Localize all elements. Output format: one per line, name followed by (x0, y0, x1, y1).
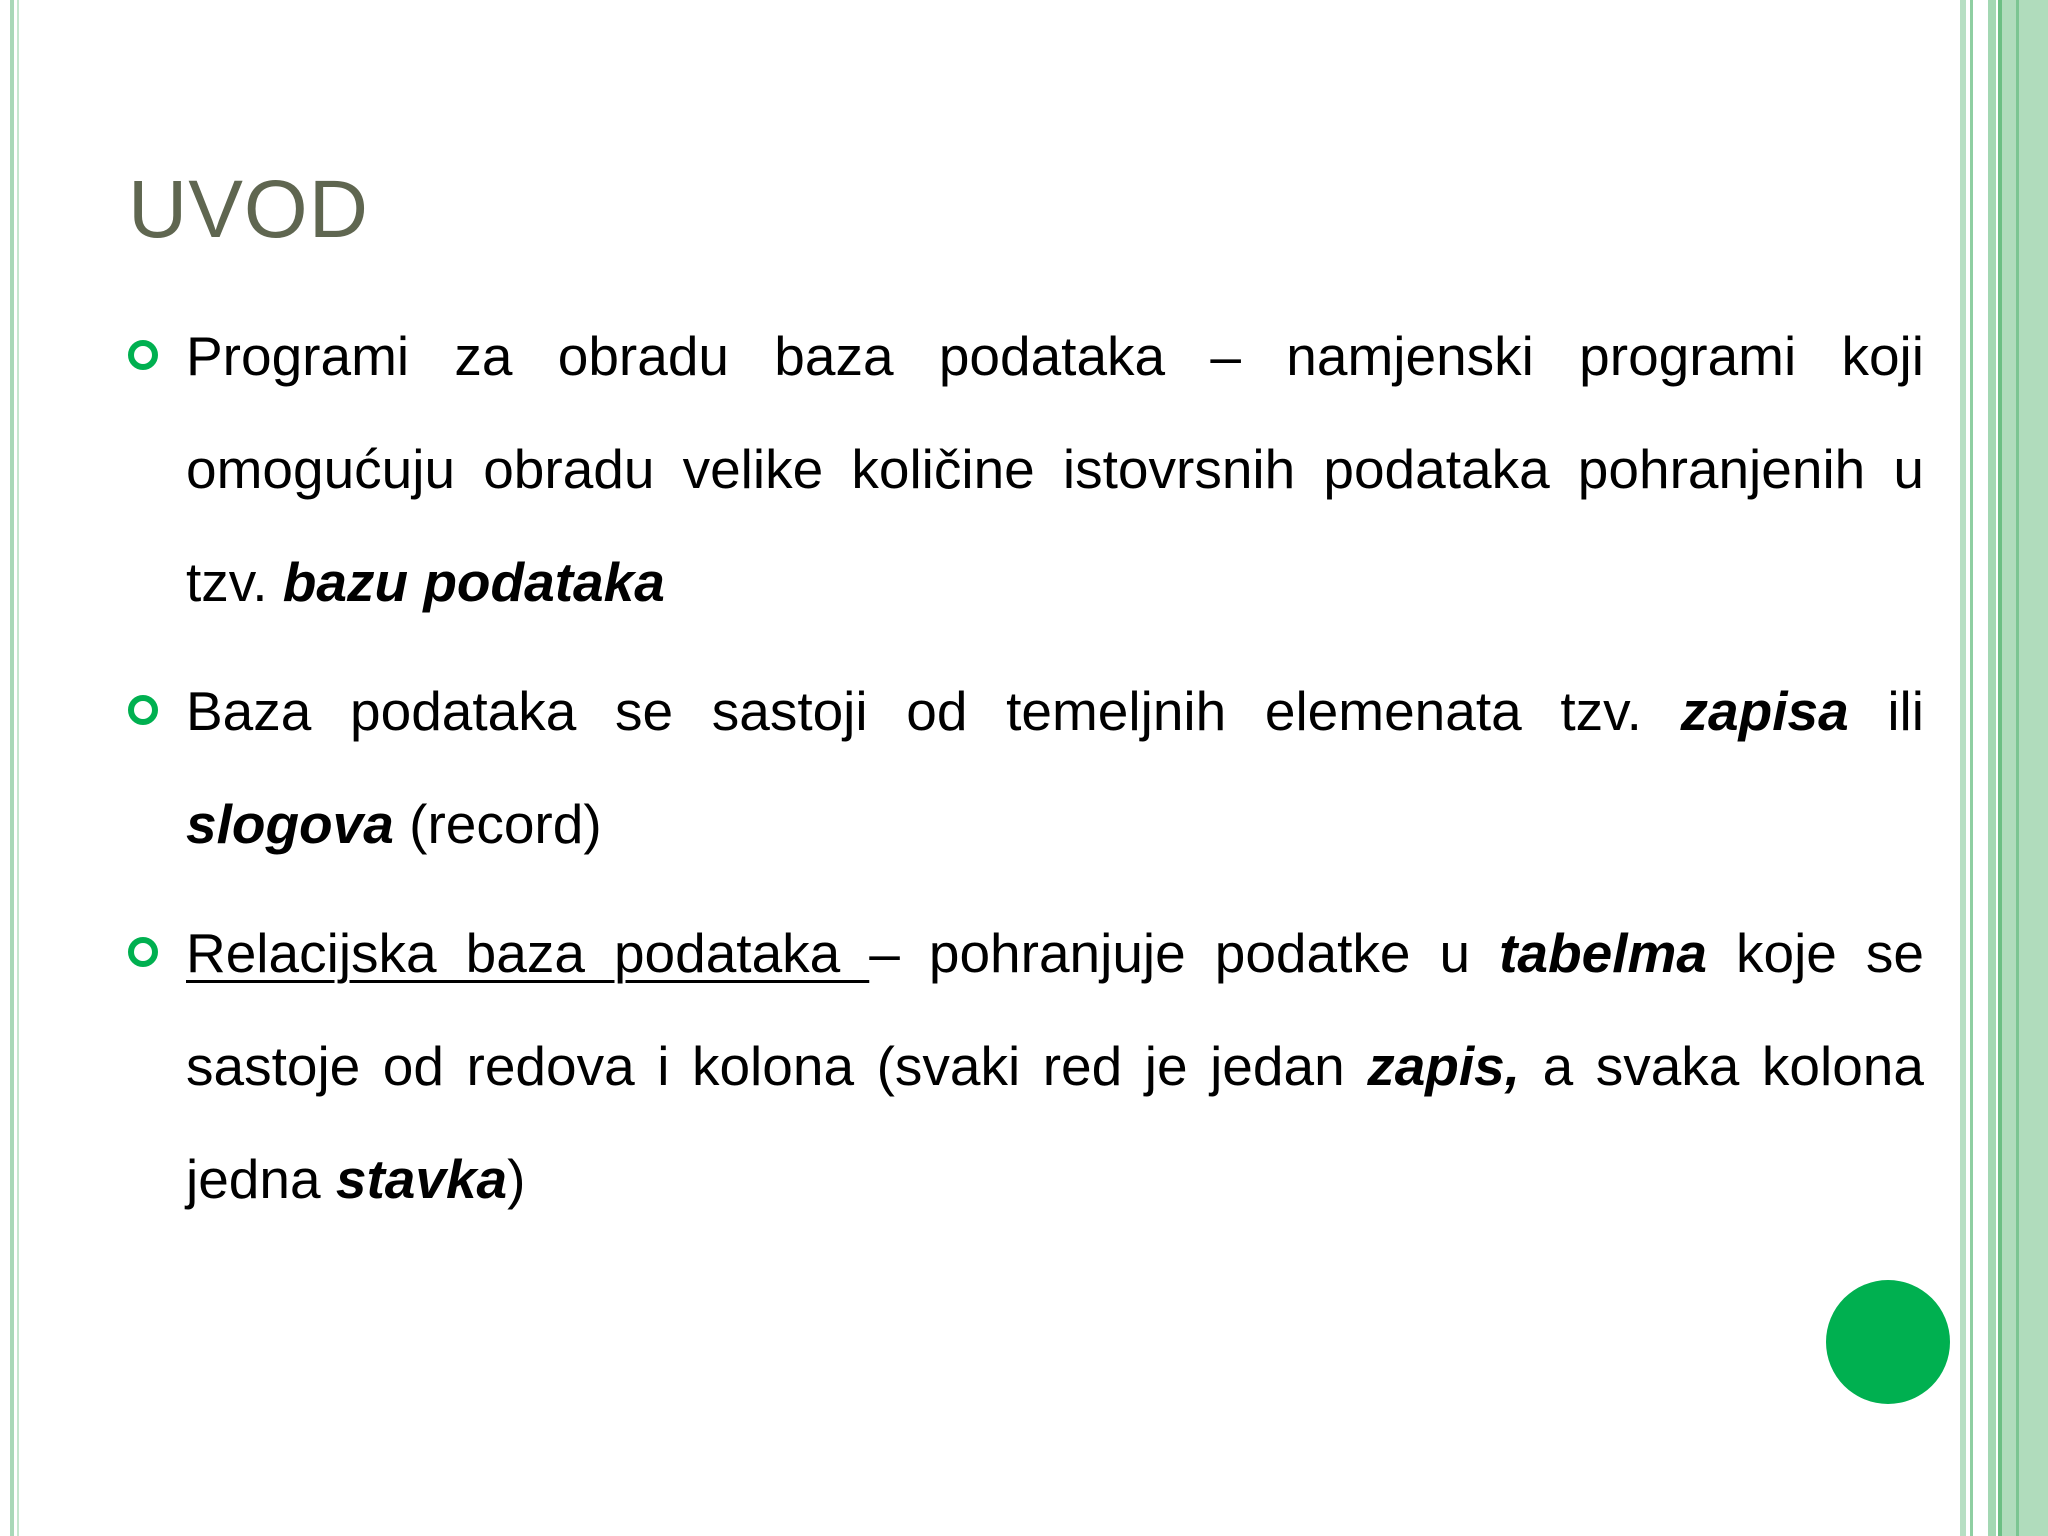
right-border-line (1988, 0, 1996, 1536)
right-decorative-border (1956, 0, 2048, 1536)
bullet-emphasis: stavka (335, 1148, 508, 1210)
slide-content (128, 300, 1924, 1236)
left-border-line (17, 0, 19, 1536)
right-border-line (1970, 0, 1973, 1536)
bullet-text: ili (1848, 680, 1924, 742)
right-border-line (1960, 0, 1966, 1536)
bullet-emphasis: slogova (186, 793, 394, 855)
bullet-emphasis: zapis, (1367, 1035, 1521, 1097)
decorative-green-circle (1826, 1280, 1950, 1404)
bullet-item (128, 300, 1924, 639)
bullet-text: a svaka kolona jedna (186, 1035, 1924, 1210)
bullet-text: ) (507, 1148, 526, 1210)
bullet-emphasis: zapisa (1680, 680, 1849, 742)
left-decorative-border (0, 0, 24, 1536)
bullet-circle-icon (128, 695, 158, 725)
left-border-line (10, 0, 14, 1536)
right-border-line (2016, 0, 2019, 1536)
bullet-text: Baza podataka se sastoji od temeljnih elemenata tzv. (186, 680, 1681, 742)
bullet-emphasis: tabelma (1499, 922, 1707, 984)
right-border-band (2002, 0, 2048, 1536)
bullet-text: Programi za obradu baza podataka – namjenski programi koji omogućuju obradu velike količine istovrsnih podataka pohranjenih u tzv. (186, 325, 1924, 613)
bullet-circle-icon (128, 937, 158, 967)
bullet-item (128, 897, 1924, 1236)
bullet-text: – pohranjuje podatke u (869, 922, 1500, 984)
bullet-circle-icon (128, 340, 158, 370)
bullet-text: (record) (393, 793, 602, 855)
bullet-text: koje se sastoje od redova i kolona (svaki red je jedan (186, 922, 1924, 1097)
bullet-item (128, 655, 1924, 881)
slide-title: UVOD (128, 164, 369, 255)
bullet-emphasis: bazu podataka (282, 551, 665, 613)
bullet-underlined-term: Relacijska baza podataka (186, 922, 870, 984)
